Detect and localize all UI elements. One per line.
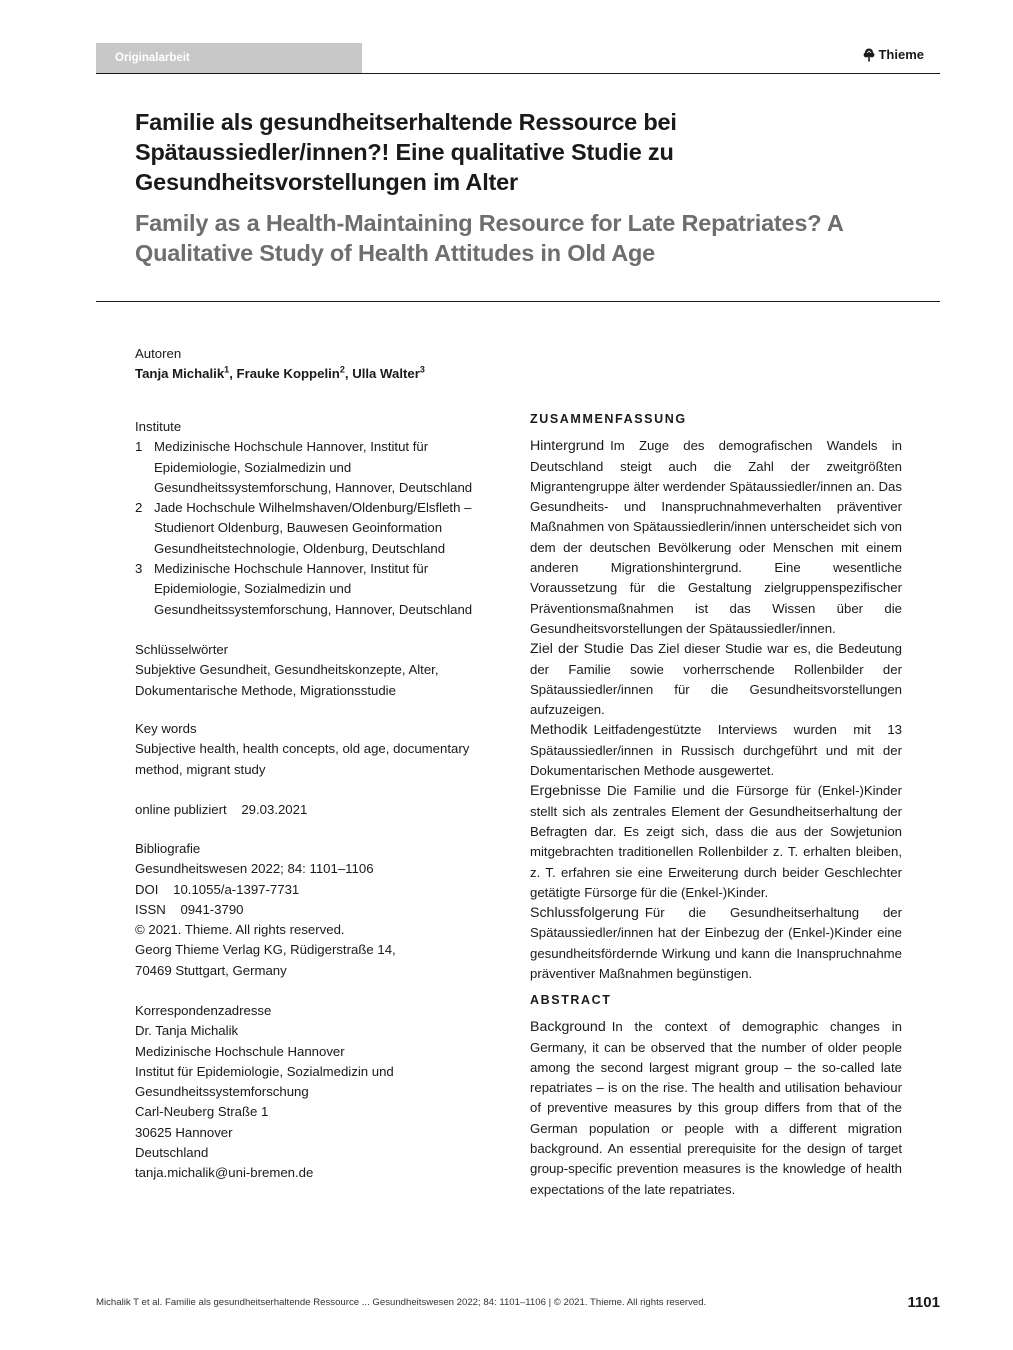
author-separator: , [229, 366, 237, 382]
correspondence-line: Institut für Epidemiologie, Sozialmedizin und Gesundheitssystemforschung [135, 1063, 394, 1100]
author-affiliation-number: 1 [224, 364, 230, 375]
doi-line [135, 880, 495, 900]
publisher-address-2: 70469 Stuttgart, Germany [135, 962, 287, 978]
doi-value: 10.1055/a-1397-7731 [173, 881, 300, 897]
institute-text: Medizinische Hochschule Hannover, Institut für Epidemiologie, Sozialmedizin und Gesundheitssystemforschung, Hannover, Deutschland [154, 439, 473, 495]
title-english: Family as a Health-Maintaining Resource for Late Repatriates? A Qualitative Study of Health Attitudes in Old Age [135, 210, 843, 266]
keywords-en-text: Subjective health, health concepts, old age, documentary method, migrant study [135, 741, 470, 777]
paragraph-lead: Ergebnisse [530, 783, 601, 800]
institute-text: Jade Hochschule Wilhelmshaven/Oldenburg/Elsfleth – Studienort Oldenburg, Bauwesen Geoinformation Gesundheitstechnologie, Oldenburg, Deutschland [154, 500, 472, 556]
correspondence-line: Medizinische Hochschule Hannover [135, 1043, 345, 1059]
published-block [135, 800, 495, 820]
zusammenfassung-paragraph [530, 639, 902, 720]
keywords-de-text: Subjektive Gesundheit, Gesundheitskonzepte, Alter, Dokumentarische Methode, Migrationsstudie [135, 662, 439, 698]
paragraph-lead: Methodik [530, 722, 588, 739]
institute-text: Medizinische Hochschule Hannover, Institut für Epidemiologie, Sozialmedizin und Gesundheitssystemforschung, Hannover, Deutschland [154, 561, 473, 617]
issn-label: ISSN [135, 901, 166, 917]
zusammenfassung-paragraph [530, 781, 902, 903]
zusammenfassung-section [530, 409, 902, 984]
author-separator: , [344, 366, 353, 382]
published-label: online publiziert [135, 802, 227, 817]
abstract-section [530, 990, 902, 1200]
paragraph-text: Für die Gesundheitserhaltung der Spätaussiedler/innen hat der Einbezug der (Enkel-)Kinder eine gesundheitsfördernde Wirkung und kann die Inanspruchnahme präventiver Maßnahmen begünstigen. [530, 905, 902, 982]
zusammenfassung-paragraph [530, 903, 902, 984]
title-divider [96, 301, 940, 302]
footer-citation: Michalik T et al. Familie als gesundheitserhaltende Ressource ... Gesundheitswesen 2022; 84: 1101–1106 | © 2021. Thieme. All rights reserved. [96, 1297, 707, 1308]
correspondence-block [135, 1001, 495, 1184]
institute-item [135, 559, 495, 620]
institutes-block [135, 417, 495, 620]
author-affiliation-number: 3 [419, 364, 425, 375]
author-name: Tanja Michalik [135, 366, 225, 382]
page-number: 1101 [907, 1294, 940, 1311]
zusammenfassung-body [530, 436, 902, 984]
author-name: Ulla Walter [352, 366, 420, 382]
correspondence-email[interactable]: tanja.michalik@uni-bremen.de [135, 1165, 314, 1181]
article-type-tag: Originalarbeit [96, 43, 362, 74]
zusammenfassung-paragraph [530, 720, 902, 781]
publisher-address-1: Georg Thieme Verlag KG, Rüdigerstraße 14, [135, 942, 396, 958]
doi-label: DOI [135, 881, 159, 897]
publisher-name: Thieme [878, 47, 924, 62]
institute-number: 1 [135, 439, 143, 455]
paragraph-lead: Background [530, 1019, 606, 1036]
correspondence-line: Carl-Neuberg Straße 1 [135, 1104, 269, 1120]
zusammenfassung-paragraph [530, 436, 902, 639]
paragraph-text: Im Zuge des demografischen Wandels in Deutschland steigt auch die Zahl der zweitgrößten Migrantengruppe älter werdender Spätaussiedler/innen an. Das Gesundheits- und Inanspruchnahmeverhalten präventiver Maßnahmen von Spätaussiedlerin/innen unterscheidet sich von dem der deutschen Bevölkerung oder Menschen mit einem anderen Migrationshintergrund. Eine wesentliche Voraussetzung für die Gestaltung zielgruppenspezifischer Präventionsmaßnahmen ist das Wissen über die Gesundheitsvorstellungen der Spätaussiedler/innen. [530, 438, 902, 636]
keywords-en-block [135, 719, 495, 780]
header-divider [96, 73, 940, 74]
abstract-body [530, 1017, 902, 1200]
institute-item [135, 498, 495, 559]
author-affiliation-number: 2 [339, 364, 345, 375]
copyright-text: © 2021. Thieme. All rights reserved. [135, 922, 345, 938]
correspondence-line: Deutschland [135, 1145, 209, 1161]
issn-value: 0941-3790 [180, 901, 244, 917]
correspondence-line: Dr. Tanja Michalik [135, 1023, 239, 1039]
correspondence-lines [135, 1021, 495, 1183]
bibliography-block [135, 839, 495, 981]
thieme-tree-logo-icon [863, 48, 875, 62]
issn-line [135, 900, 495, 920]
correspondence-line: 30625 Hannover [135, 1124, 233, 1140]
authors-list [135, 364, 495, 384]
paragraph-text: Das Ziel dieser Studie war es, die Bedeutung der Familie sowie vorherrschende Rollenbilder der Spätaussiedler/innen für die Gesundheitsvorstellungen aufzuzeigen. [530, 641, 902, 718]
paragraph-text: Die Familie und die Fürsorge für (Enkel-)Kinder stellt sich als zentrales Element der Gesundheitserhaltung der Befragten dar. Es zeigt sich, dass die aus der Sowjetunion mitgebrachten traditionellen Rollenbilder z. T. erhalten bleiben, z. T. erfahren sie eine Erweiterung durch beider Geschlechter getätigte Fürsorge für die (Enkel-)Kinder. [530, 783, 902, 900]
paragraph-lead: Ziel der Studie [530, 641, 624, 658]
keywords-de-label: Schlüsselwörter [135, 642, 229, 657]
institutes-list [135, 437, 495, 620]
correspondence-label: Korrespondenzadresse [135, 1003, 272, 1018]
published-date: 29.03.2021 [241, 802, 308, 817]
paragraph-text: Leitfadengestützte Interviews wurden mit 13 Spätaussiedler/innen in Russisch durchgeführt und mit der Dokumentarischen Methode ausgewertet. [530, 722, 902, 779]
institute-number: 2 [135, 500, 143, 516]
abstract-heading: ABSTRACT [530, 993, 612, 1007]
paragraph-lead: Schlussfolgerung [530, 905, 639, 922]
bibliography-journal: Gesundheitswesen 2022; 84: 1101–1106 [135, 861, 374, 877]
paragraph-text: In the context of demographic changes in Germany, it can be observed that the number of older people among the second largest migrant group – the so-called late repatriates – is on the rise. The health and utilisation behaviour of preventive measures by this group differs from that of the German population or people with a different migration background. An essential prerequisite for the design of target group-specific prevention measures is the knowledge of health expectations of the late repatriates. [530, 1019, 902, 1197]
bibliography-label: Bibliografie [135, 841, 201, 856]
keywords-en-label: Key words [135, 721, 197, 736]
author-name: Frauke Koppelin [236, 366, 340, 382]
zusammenfassung-heading: ZUSAMMENFASSUNG [530, 412, 687, 426]
authors-block [135, 344, 495, 385]
institute-item [135, 437, 495, 498]
keywords-de-block [135, 640, 495, 701]
publisher-logo [863, 47, 924, 62]
abstract-paragraph [530, 1017, 902, 1200]
institutes-label: Institute [135, 419, 182, 434]
institute-number: 3 [135, 561, 143, 577]
authors-label: Autoren [135, 346, 182, 361]
title-german: Familie als gesundheitserhaltende Ressource bei Spätaussiedler/innen?! Eine qualitative Studie zu Gesundheitsvorstellungen im Alter [135, 109, 677, 195]
paragraph-lead: Hintergrund [530, 438, 605, 455]
